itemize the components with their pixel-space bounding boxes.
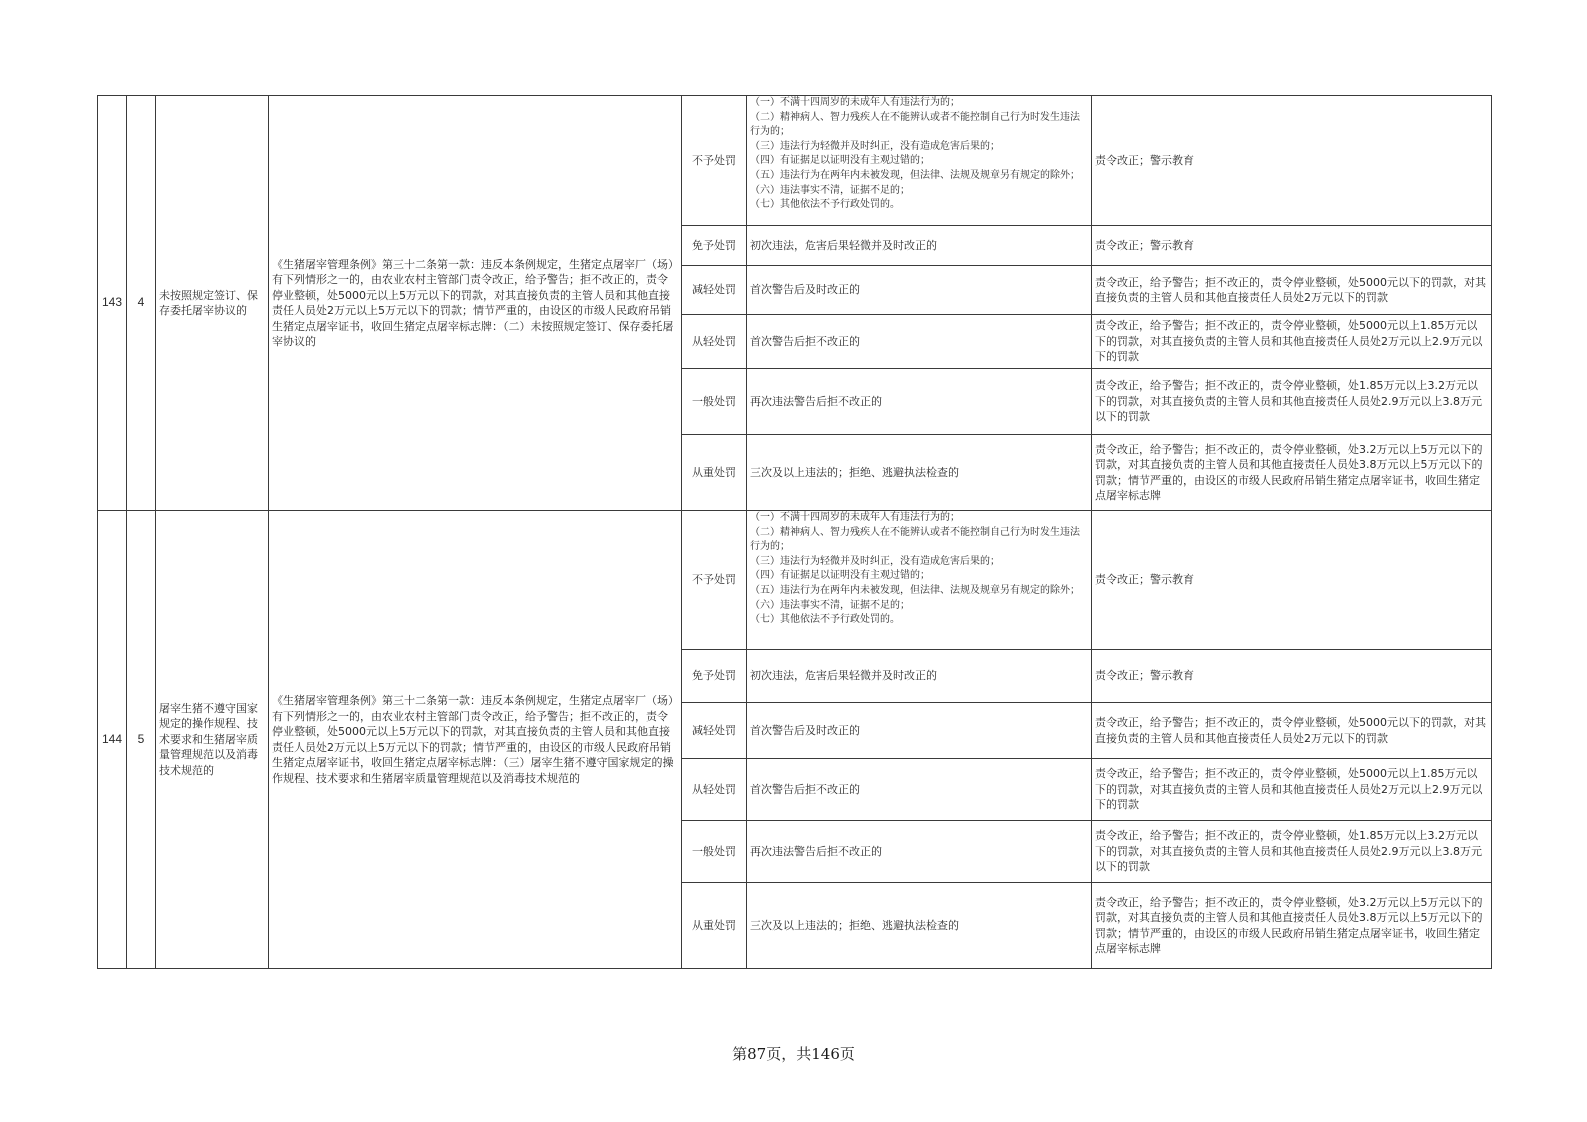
penalty-level: 从轻处罚: [682, 759, 747, 821]
penalty-level: 减轻处罚: [682, 266, 747, 315]
penalty-level: 从重处罚: [682, 883, 747, 969]
penalty-measure: 责令改正，给予警告；拒不改正的，责令停业整顿，处1.85万元以上3.2万元以下的罚款，对其直接负责的主管人员和其他直接责任人员处2.9万元以上3.8万元以下的罚款: [1092, 369, 1492, 435]
penalty-condition: 首次警告后及时改正的: [747, 266, 1092, 315]
penalty-measure: 责令改正，给予警告；拒不改正的，责令停业整顿，处3.2万元以上5万元以下的罚款，对其直接负责的主管人员和其他直接责任人员处3.8万元以上5万元以下的罚款；情节严重的，由设区的市级人民政府吊销生猪定点屠宰证书，收回生猪定点屠宰标志牌: [1092, 435, 1492, 511]
penalty-measure: 责令改正，给予警告；拒不改正的，责令停业整顿，处5000元以下的罚款，对其直接负责的主管人员和其他直接责任人员处2万元以下的罚款: [1092, 703, 1492, 759]
violation-behavior: 屠宰生猪不遵守国家规定的操作规程、技术要求和生猪屠宰质量管理规范以及消毒技术规范的: [156, 511, 269, 969]
penalty-discretion-table: [97, 95, 1492, 969]
penalty-level: 免予处罚: [682, 650, 747, 703]
penalty-condition: 再次违法警告后拒不改正的: [747, 369, 1092, 435]
penalty-measure: 责令改正，给予警告；拒不改正的，责令停业整顿，处5000元以上1.85万元以下的罚款，对其直接负责的主管人员和其他直接责任人员处2万元以上2.9万元以下的罚款: [1092, 759, 1492, 821]
penalty-condition: 首次警告后拒不改正的: [747, 759, 1092, 821]
row-seq-number: 143: [98, 96, 127, 511]
penalty-condition: 首次警告后拒不改正的: [747, 315, 1092, 369]
violation-behavior: 未按照规定签订、保存委托屠宰协议的: [156, 96, 269, 511]
penalty-measure: 责令改正；警示教育: [1092, 226, 1492, 266]
penalty-level: 从轻处罚: [682, 315, 747, 369]
row-sub-number: 5: [127, 511, 156, 969]
legal-basis: 《生猪屠宰管理条例》第三十二条第一款：违反本条例规定，生猪定点屠宰厂（场）有下列情形之一的，由农业农村主管部门责令改正，给予警告；拒不改正的，责令停业整顿，处5000元以上5万元以下的罚款，对其直接负责的主管人员和其他直接责任人员处2万元以上5万元以下的罚款；情节严重的，由设区的市级人民政府吊销生猪定点屠宰证书，收回生猪定点屠宰标志牌：（二）未按照规定签订、保存委托屠宰协议的: [269, 96, 682, 511]
legal-basis: 《生猪屠宰管理条例》第三十二条第一款：违反本条例规定，生猪定点屠宰厂（场）有下列情形之一的，由农业农村主管部门责令改正，给予警告；拒不改正的，责令停业整顿，处5000元以上5万元以下的罚款，对其直接负责的主管人员和其他直接责任人员处2万元以上5万元以下的罚款；情节严重的，由设区的市级人民政府吊销生猪定点屠宰证书，收回生猪定点屠宰标志牌：（三）屠宰生猪不遵守国家规定的操作规程、技术要求和生猪屠宰质量管理规范以及消毒技术规范的: [269, 511, 682, 969]
penalty-condition: 初次违法，危害后果轻微并及时改正的: [747, 650, 1092, 703]
penalty-measure: 责令改正；警示教育: [1092, 650, 1492, 703]
penalty-measure: 责令改正；警示教育: [1092, 511, 1492, 650]
penalty-level: 一般处罚: [682, 821, 747, 883]
page-number: 第87页，共146页: [732, 1045, 855, 1063]
table-row: [98, 511, 1492, 650]
penalty-measure: 责令改正，给予警告；拒不改正的，责令停业整顿，处3.2万元以上5万元以下的罚款，对其直接负责的主管人员和其他直接责任人员处3.8万元以上5万元以下的罚款；情节严重的，由设区的市级人民政府吊销生猪定点屠宰证书，收回生猪定点屠宰标志牌: [1092, 883, 1492, 969]
penalty-level: 一般处罚: [682, 369, 747, 435]
penalty-condition: 初次违法，危害后果轻微并及时改正的: [747, 226, 1092, 266]
row-sub-number: 4: [127, 96, 156, 511]
penalty-condition: 三次及以上违法的；拒绝、逃避执法检查的: [747, 883, 1092, 969]
penalty-level: 减轻处罚: [682, 703, 747, 759]
penalty-measure: 责令改正，给予警告；拒不改正的，责令停业整顿，处5000元以上1.85万元以下的罚款，对其直接负责的主管人员和其他直接责任人员处2万元以上2.9万元以下的罚款: [1092, 315, 1492, 369]
table-row: [98, 96, 1492, 226]
penalty-measure: 责令改正；警示教育: [1092, 96, 1492, 226]
penalty-condition: 首次警告后及时改正的: [747, 703, 1092, 759]
penalty-level: 从重处罚: [682, 435, 747, 511]
penalty-measure: 责令改正，给予警告；拒不改正的，责令停业整顿，处5000元以下的罚款，对其直接负责的主管人员和其他直接责任人员处2万元以下的罚款: [1092, 266, 1492, 315]
penalty-level: 免予处罚: [682, 226, 747, 266]
penalty-level: 不予处罚: [682, 96, 747, 226]
penalty-measure: 责令改正，给予警告；拒不改正的，责令停业整顿，处1.85万元以上3.2万元以下的罚款，对其直接负责的主管人员和其他直接责任人员处2.9万元以上3.8万元以下的罚款: [1092, 821, 1492, 883]
penalty-level: 不予处罚: [682, 511, 747, 650]
penalty-condition: 再次违法警告后拒不改正的: [747, 821, 1092, 883]
penalty-condition: （一）不满十四周岁的未成年人有违法行为的； （二）精神病人、智力残疾人在不能辨认或者不能控制自己行为时发生违法行为的； （三）违法行为轻微并及时纠正，没有造成危害后果的； （四）有证据足以证明没有主观过错的； （五）违法行为在两年内未被发现，但法律、法规及规章另有规定的除外； （六）违法事实不清，证据不足的； （七）其他依法不予行政处罚的。: [747, 96, 1092, 226]
row-seq-number: 144: [98, 511, 127, 969]
penalty-condition: （一）不满十四周岁的未成年人有违法行为的； （二）精神病人、智力残疾人在不能辨认或者不能控制自己行为时发生违法行为的； （三）违法行为轻微并及时纠正，没有造成危害后果的； （四）有证据足以证明没有主观过错的； （五）违法行为在两年内未被发现，但法律、法规及规章另有规定的除外； （六）违法事实不清，证据不足的； （七）其他依法不予行政处罚的。: [747, 511, 1092, 650]
penalty-condition: 三次及以上违法的；拒绝、逃避执法检查的: [747, 435, 1092, 511]
table-body: [98, 96, 1492, 969]
